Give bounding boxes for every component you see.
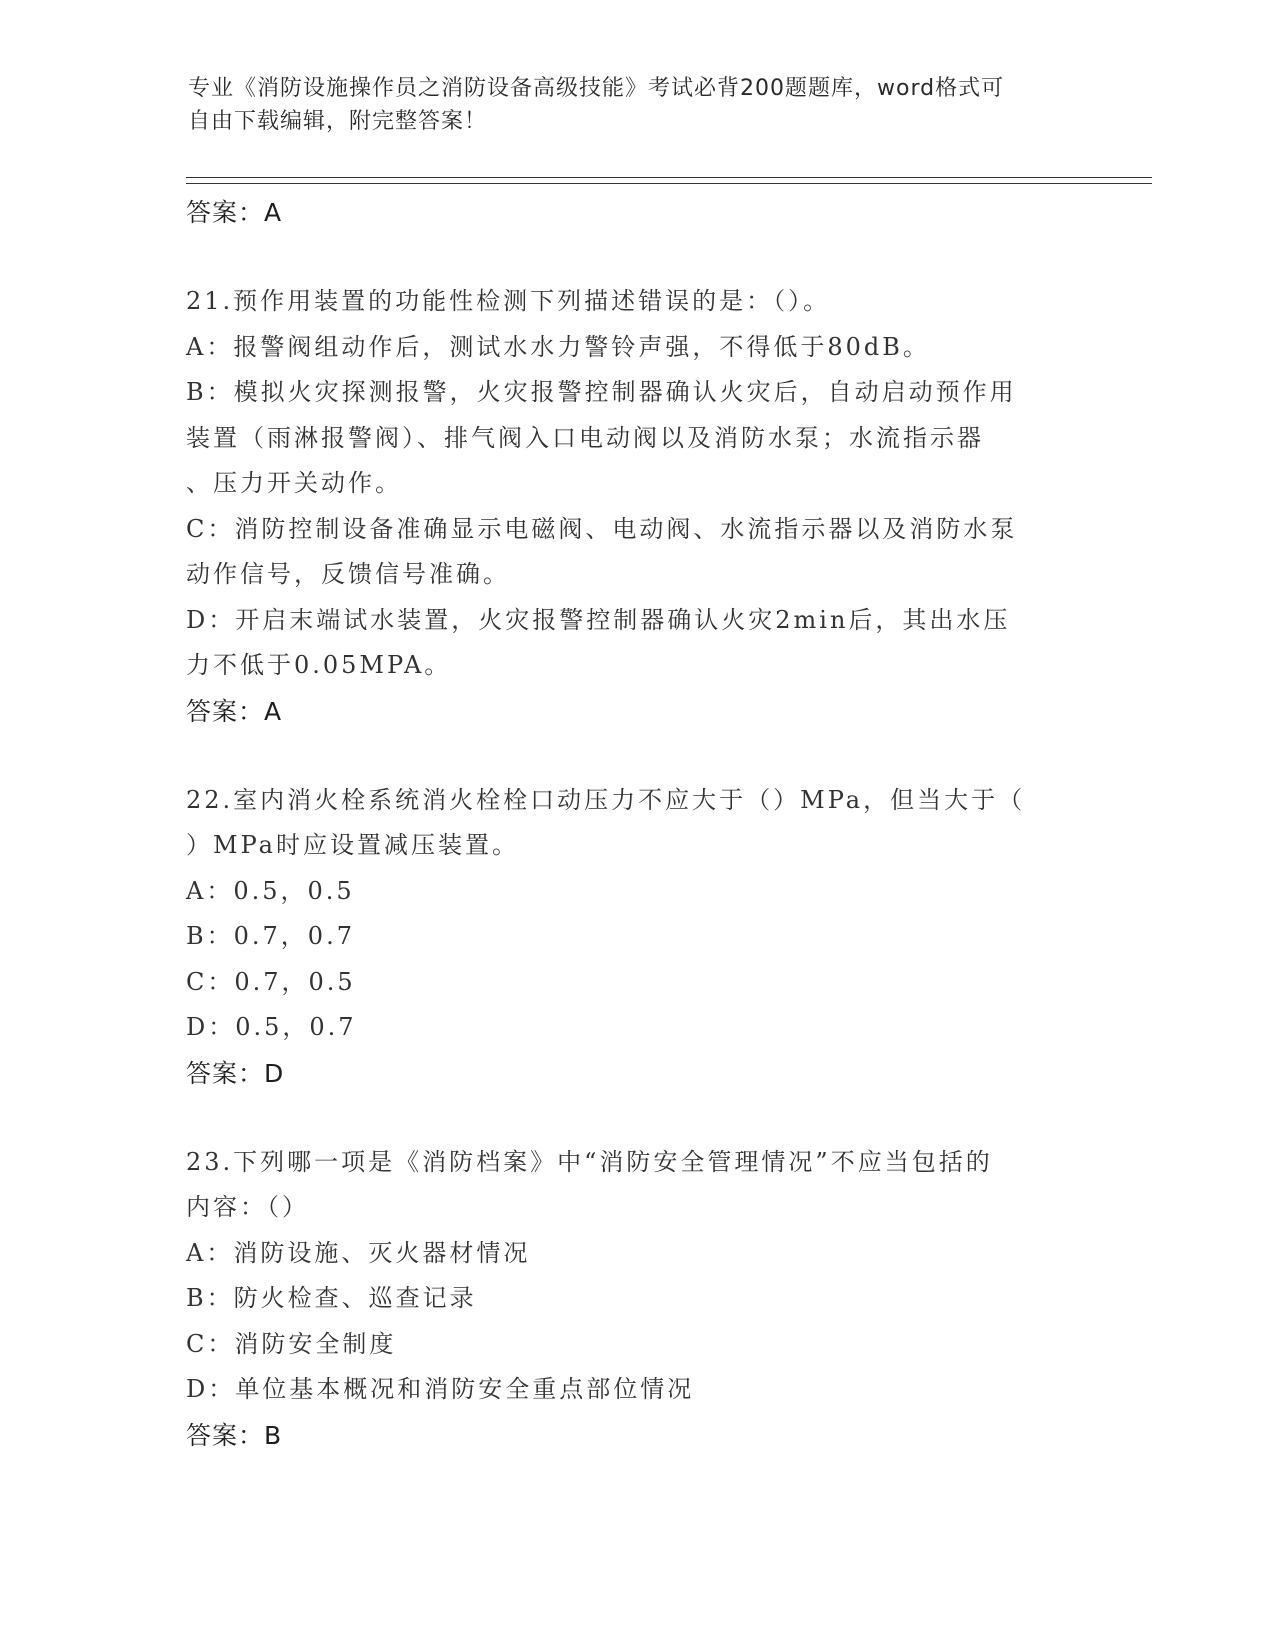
option-b-cont: 装置（雨淋报警阀）、排气阀入口电动阀以及消防水泵；水流指示器 [186,423,984,452]
question-line: 22.室内消火栓系统消火栓栓口动压力不应大于（）MPa，但当大于（ [186,785,1026,814]
option-c-cont: 动作信号，反馈信号准确。 [186,560,510,588]
option-c: C：0.7，0.5 [186,967,356,996]
document-header [188,72,1068,138]
question-line: 21.预作用装置的功能性检测下列描述错误的是：（）。 [186,287,831,315]
header-divider-top [186,177,1152,178]
question-line-cont: ）MPa时应设置减压装置。 [186,831,519,859]
question-line: 23.下列哪一项是《消防档案》中“消防安全管理情况”不应当包括的 [186,1147,993,1176]
option-b: B：防火检查、巡查记录 [186,1284,477,1312]
answer-22: 答案：D [186,1058,285,1088]
option-b-cont: 、压力开关动作。 [186,469,402,497]
answer-21: 答案：A [186,696,283,726]
option-d-cont: 力不低于0.05MPA。 [186,651,452,679]
question-23 [186,1140,1086,1458]
option-a: A：消防设施、灭火器材情况 [186,1238,531,1267]
option-a: A：报警阀组动作后，测试水水力警铃声强，不得低于80dB。 [186,332,930,361]
option-c: C：消防安全制度 [186,1329,397,1358]
header-line-2: 自由下载编辑，附完整答案！ [188,109,488,134]
option-b: B：0.7，0.7 [186,922,355,950]
question-21 [186,279,1086,734]
question-content [186,190,1086,1458]
header-divider-bottom [186,183,1152,184]
option-a: A：0.5，0.5 [186,876,355,905]
option-d: D：0.5，0.7 [186,1013,357,1041]
question-line-cont: 内容：（） [186,1193,309,1221]
option-c: C：消防控制设备准确显示电磁阀、电动阀、水流指示器以及消防水泵 [186,514,1018,543]
option-b: B：模拟火灾探测报警，火灾报警控制器确认火灾后，自动启动预作用 [186,378,1017,406]
question-22 [186,778,1086,1096]
previous-answer: 答案：A [186,198,283,227]
option-d: D：单位基本概况和消防安全重点部位情况 [186,1375,695,1403]
answer-23: 答案：B [186,1420,283,1450]
header-line-1: 专业《消防设施操作员之消防设备高级技能》考试必背200题题库，word格式可 [188,76,1005,101]
option-d: D：开启末端试水装置，火灾报警控制器确认火灾2min后，其出水压 [186,605,1011,634]
